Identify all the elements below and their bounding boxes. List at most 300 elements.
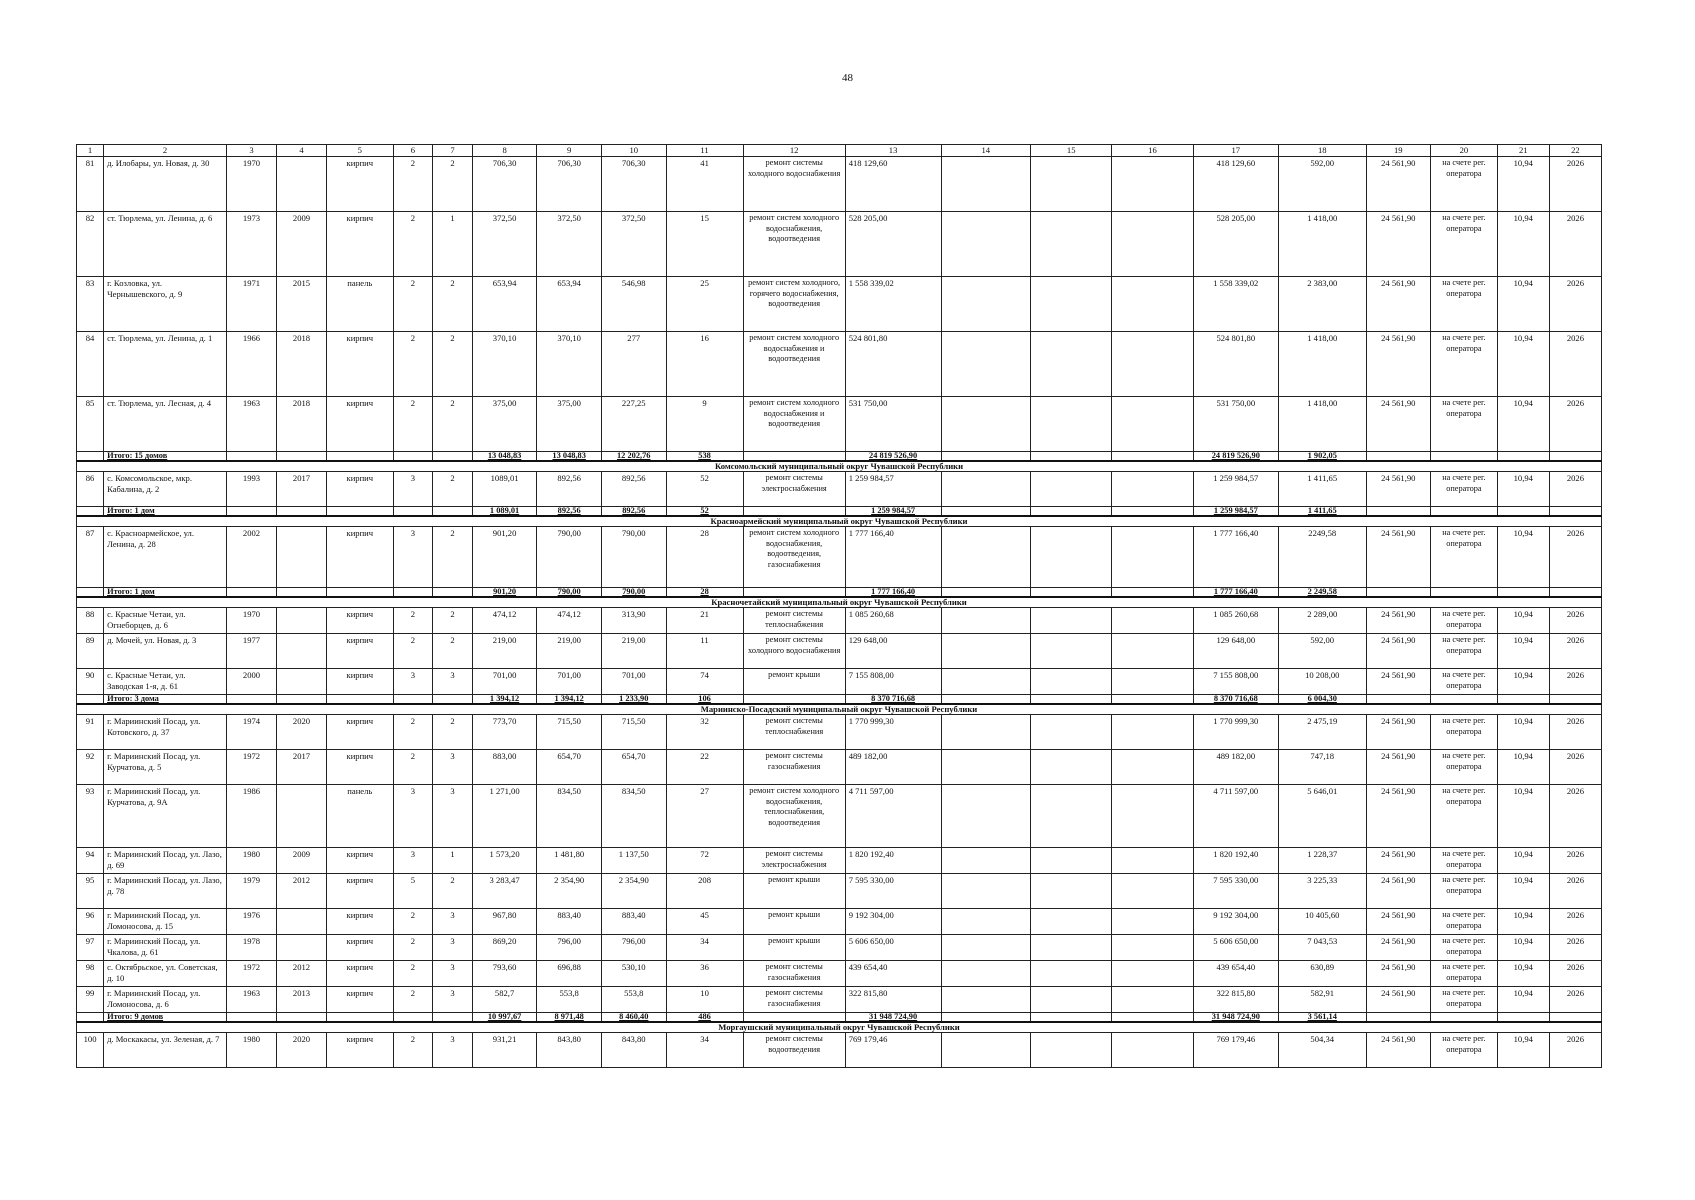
empty-cell (276, 507, 326, 517)
wall-material: кирпич (326, 527, 393, 588)
repair-works: ремонт систем холодного водоснабжения и водоотведения (743, 397, 845, 452)
empty-cell (276, 1013, 326, 1023)
subtotal-repair-cost: 31 948 724,90 (845, 1013, 941, 1023)
contribution-rate: 10,94 (1497, 332, 1549, 397)
address: с. Красные Четаи, ул. Огнеборцев, д. 6 (104, 608, 227, 634)
planned-year: 2026 (1549, 935, 1601, 961)
district-title: Красноармейский муниципальный округ Чувашской Республики (77, 516, 1602, 526)
year-built: 1973 (226, 212, 276, 277)
owner-funds: 1 770 999,30 (1193, 715, 1278, 750)
repair-cost: 1 558 339,02 (845, 277, 941, 332)
floors: 2 (393, 608, 433, 634)
repair-cost: 418 129,60 (845, 157, 941, 212)
subtotal-owned-area: 8 460,40 (601, 1013, 666, 1023)
residents: 11 (666, 634, 743, 669)
empty-cell (1497, 588, 1549, 598)
total-area: 375,00 (472, 397, 537, 452)
repair-cost: 528 205,00 (845, 212, 941, 277)
subtotal-owned-area: 790,00 (601, 588, 666, 598)
cell-16 (1112, 961, 1193, 987)
column-number-14: 14 (941, 145, 1031, 157)
subtotal-unit-cost: 6 004,30 (1279, 695, 1367, 705)
row-number (77, 452, 104, 462)
total-area: 931,21 (472, 1033, 537, 1068)
column-number-row (77, 145, 1602, 157)
empty-cell (743, 588, 845, 598)
year-last-repair: 2009 (276, 212, 326, 277)
contribution-rate: 10,94 (1497, 785, 1549, 848)
row-number: 86 (77, 472, 104, 507)
subtotal-repair-cost: 24 819 526,90 (845, 452, 941, 462)
empty-cell (276, 588, 326, 598)
subtotal-row (77, 452, 1602, 462)
year-last-repair (276, 785, 326, 848)
total-area: 773,70 (472, 715, 537, 750)
cell-14 (941, 961, 1031, 987)
floors: 2 (393, 961, 433, 987)
max-unit-cost: 24 561,90 (1366, 750, 1431, 785)
repair-cost: 129 648,00 (845, 634, 941, 669)
owned-area: 883,40 (601, 909, 666, 935)
year-last-repair (276, 157, 326, 212)
floors: 3 (393, 785, 433, 848)
subtotal-residential-area: 1 394,12 (537, 695, 602, 705)
empty-cell (226, 507, 276, 517)
owner-funds: 531 750,00 (1193, 397, 1278, 452)
total-area: 901,20 (472, 527, 537, 588)
cell-16 (1112, 750, 1193, 785)
subtotal-row (77, 507, 1602, 517)
planned-year: 2026 (1549, 848, 1601, 874)
residential-area: 553,8 (537, 987, 602, 1013)
owned-area: 530,10 (601, 961, 666, 987)
cell-16 (1112, 277, 1193, 332)
year-last-repair (276, 634, 326, 669)
empty-cell (326, 588, 393, 598)
cell-14 (941, 608, 1031, 634)
address: с. Красноармейское, ул. Ленина, д. 28 (104, 527, 227, 588)
year-built: 1986 (226, 785, 276, 848)
row-number (77, 588, 104, 598)
residents: 27 (666, 785, 743, 848)
owner-funds: 5 606 650,00 (1193, 935, 1278, 961)
cell-14 (941, 472, 1031, 507)
year-built: 1980 (226, 848, 276, 874)
residents: 208 (666, 874, 743, 909)
residents: 72 (666, 848, 743, 874)
column-number-7: 7 (433, 145, 473, 157)
owned-area: 1 137,50 (601, 848, 666, 874)
residents: 10 (666, 987, 743, 1013)
cell-15 (1031, 848, 1112, 874)
year-built: 1993 (226, 472, 276, 507)
row-number (77, 507, 104, 517)
year-last-repair: 2012 (276, 874, 326, 909)
empty-cell (743, 507, 845, 517)
year-built: 1963 (226, 397, 276, 452)
subtotal-total-area: 1 089,01 (472, 507, 537, 517)
cell-16 (1112, 874, 1193, 909)
empty-cell (743, 452, 845, 462)
subtotal-total-area: 10 997,67 (472, 1013, 537, 1023)
contribution-rate: 10,94 (1497, 397, 1549, 452)
wall-material: кирпич (326, 669, 393, 695)
repair-cost: 531 750,00 (845, 397, 941, 452)
address: д. Москакасы, ул. Зеленая, д. 7 (104, 1033, 227, 1068)
address: д. Мочей, ул. Новая, д. 3 (104, 634, 227, 669)
owned-area: 372,50 (601, 212, 666, 277)
max-unit-cost: 24 561,90 (1366, 472, 1431, 507)
cell-14 (941, 527, 1031, 588)
owner-funds: 7 155 808,00 (1193, 669, 1278, 695)
repair-works: ремонт системы водоотведения (743, 1033, 845, 1068)
subtotal-label: Итого: 1 дом (104, 588, 227, 598)
year-built: 1979 (226, 874, 276, 909)
floors: 2 (393, 332, 433, 397)
max-unit-cost: 24 561,90 (1366, 1033, 1431, 1068)
column-number-9: 9 (537, 145, 602, 157)
total-area: 474,12 (472, 608, 537, 634)
floors: 2 (393, 277, 433, 332)
cell-14 (941, 785, 1031, 848)
row-number: 94 (77, 848, 104, 874)
repair-cost: 1 777 166,40 (845, 527, 941, 588)
floors: 2 (393, 397, 433, 452)
cell-16 (1112, 608, 1193, 634)
residential-area: 375,00 (537, 397, 602, 452)
wall-material: кирпич (326, 472, 393, 507)
column-number-12: 12 (743, 145, 845, 157)
owned-area: 790,00 (601, 527, 666, 588)
entrances: 2 (433, 397, 473, 452)
planned-year: 2026 (1549, 212, 1601, 277)
cell-15 (1031, 212, 1112, 277)
row-number: 87 (77, 527, 104, 588)
empty-cell (326, 507, 393, 517)
owner-funds: 1 558 339,02 (1193, 277, 1278, 332)
cell-14 (941, 987, 1031, 1013)
owner-funds: 418 129,60 (1193, 157, 1278, 212)
repair-works: ремонт систем холодного водоснабжения и водоотведения (743, 332, 845, 397)
repair-works: ремонт системы теплоснабжения (743, 608, 845, 634)
cell-14 (941, 935, 1031, 961)
cell-14 (941, 848, 1031, 874)
repair-works: ремонт системы холодного водоснабжения (743, 157, 845, 212)
funding-method: на счете рег. оператора (1431, 987, 1498, 1013)
planned-year: 2026 (1549, 715, 1601, 750)
column-number-5: 5 (326, 145, 393, 157)
wall-material: кирпич (326, 715, 393, 750)
owner-funds: 1 777 166,40 (1193, 527, 1278, 588)
total-area: 1 271,00 (472, 785, 537, 848)
cell-15 (1031, 750, 1112, 785)
contribution-rate: 10,94 (1497, 909, 1549, 935)
entrances: 1 (433, 212, 473, 277)
cell-15 (1031, 874, 1112, 909)
wall-material: кирпич (326, 1033, 393, 1068)
floors: 2 (393, 1033, 433, 1068)
owned-area: 219,00 (601, 634, 666, 669)
address: ст. Тюрлема, ул. Ленина, д. 6 (104, 212, 227, 277)
column-number-3: 3 (226, 145, 276, 157)
cell-14 (941, 909, 1031, 935)
district-title: Комсомольский муниципальный округ Чувашской Республики (77, 461, 1602, 471)
cell-14 (941, 750, 1031, 785)
empty-cell (1366, 588, 1431, 598)
table-row (77, 634, 1602, 669)
subtotal-residents: 106 (666, 695, 743, 705)
cell-16 (1112, 527, 1193, 588)
repair-works: ремонт системы газоснабжения (743, 961, 845, 987)
total-area: 582,7 (472, 987, 537, 1013)
floors: 2 (393, 157, 433, 212)
entrances: 3 (433, 935, 473, 961)
repair-cost: 322 815,80 (845, 987, 941, 1013)
contribution-rate: 10,94 (1497, 987, 1549, 1013)
empty-cell (743, 695, 845, 705)
max-unit-cost: 24 561,90 (1366, 397, 1431, 452)
max-unit-cost: 24 561,90 (1366, 848, 1431, 874)
entrances: 3 (433, 750, 473, 785)
cell-16 (1112, 634, 1193, 669)
planned-year: 2026 (1549, 785, 1601, 848)
housing-register-sheet (76, 144, 1602, 1068)
entrances: 2 (433, 332, 473, 397)
column-number-13: 13 (845, 145, 941, 157)
max-unit-cost: 24 561,90 (1366, 987, 1431, 1013)
total-area: 653,94 (472, 277, 537, 332)
funding-method: на счете рег. оператора (1431, 608, 1498, 634)
owner-funds: 1 259 984,57 (1193, 472, 1278, 507)
owner-funds: 1 820 192,40 (1193, 848, 1278, 874)
cell-16 (1112, 332, 1193, 397)
cell-15 (1031, 1033, 1112, 1068)
repair-works: ремонт крыши (743, 935, 845, 961)
funding-method: на счете рег. оператора (1431, 961, 1498, 987)
planned-year: 2026 (1549, 961, 1601, 987)
column-number-20: 20 (1431, 145, 1498, 157)
subtotal-label: Итого: 9 домов (104, 1013, 227, 1023)
subtotal-repair-cost: 1 259 984,57 (845, 507, 941, 517)
max-unit-cost: 24 561,90 (1366, 669, 1431, 695)
empty-cell (393, 588, 433, 598)
residents: 15 (666, 212, 743, 277)
subtotal-residents: 538 (666, 452, 743, 462)
empty-cell (226, 1013, 276, 1023)
contribution-rate: 10,94 (1497, 472, 1549, 507)
empty-cell (326, 452, 393, 462)
address: г. Мариинский Посад, ул. Лазо, д. 69 (104, 848, 227, 874)
cell-15 (1031, 472, 1112, 507)
floors: 3 (393, 848, 433, 874)
column-number-17: 17 (1193, 145, 1278, 157)
cell-15 (1031, 785, 1112, 848)
empty-cell (1366, 1013, 1431, 1023)
year-built: 1974 (226, 715, 276, 750)
unit-cost: 2 383,00 (1279, 277, 1367, 332)
row-number: 95 (77, 874, 104, 909)
repair-cost: 7 155 808,00 (845, 669, 941, 695)
unit-cost: 1 418,00 (1279, 332, 1367, 397)
residents: 28 (666, 527, 743, 588)
owned-area: 277 (601, 332, 666, 397)
table-row (77, 157, 1602, 212)
cell-16 (1112, 669, 1193, 695)
entrances: 2 (433, 874, 473, 909)
table-row (77, 935, 1602, 961)
wall-material: панель (326, 785, 393, 848)
funding-method: на счете рег. оператора (1431, 332, 1498, 397)
cell-16 (1112, 715, 1193, 750)
wall-material: кирпич (326, 848, 393, 874)
wall-material: кирпич (326, 397, 393, 452)
cell-15 (1031, 634, 1112, 669)
empty-cell (1497, 1013, 1549, 1023)
row-number: 88 (77, 608, 104, 634)
funding-method: на счете рег. оператора (1431, 1033, 1498, 1068)
cell-15 (1031, 909, 1112, 935)
entrances: 2 (433, 277, 473, 332)
repair-works: ремонт системы теплоснабжения (743, 715, 845, 750)
max-unit-cost: 24 561,90 (1366, 157, 1431, 212)
year-last-repair: 2020 (276, 1033, 326, 1068)
unit-cost: 592,00 (1279, 157, 1367, 212)
unit-cost: 10 208,00 (1279, 669, 1367, 695)
empty-cell (1112, 1013, 1193, 1023)
funding-method: на счете рег. оператора (1431, 527, 1498, 588)
residential-area: 843,80 (537, 1033, 602, 1068)
planned-year: 2026 (1549, 750, 1601, 785)
entrances: 3 (433, 785, 473, 848)
owned-area: 553,8 (601, 987, 666, 1013)
repair-cost: 489 182,00 (845, 750, 941, 785)
owner-funds: 769 179,46 (1193, 1033, 1278, 1068)
empty-cell (1431, 1013, 1498, 1023)
subtotal-label: Итого: 1 дом (104, 507, 227, 517)
planned-year: 2026 (1549, 277, 1601, 332)
address: г. Мариинский Посад, ул. Чкалова, д. 61 (104, 935, 227, 961)
subtotal-owner-funds: 24 819 526,90 (1193, 452, 1278, 462)
column-number-4: 4 (276, 145, 326, 157)
entrances: 2 (433, 608, 473, 634)
unit-cost: 2 289,00 (1279, 608, 1367, 634)
table-row (77, 397, 1602, 452)
residents: 52 (666, 472, 743, 507)
address: с. Красные Четаи, ул. Заводская 1-я, д. 61 (104, 669, 227, 695)
repair-cost: 5 606 650,00 (845, 935, 941, 961)
entrances: 2 (433, 157, 473, 212)
contribution-rate: 10,94 (1497, 874, 1549, 909)
residents: 34 (666, 1033, 743, 1068)
empty-cell (1549, 507, 1601, 517)
funding-method: на счете рег. оператора (1431, 874, 1498, 909)
repair-works: ремонт системы газоснабжения (743, 987, 845, 1013)
cell-16 (1112, 909, 1193, 935)
empty-cell (433, 452, 473, 462)
residents: 74 (666, 669, 743, 695)
residential-area: 2 354,90 (537, 874, 602, 909)
repair-cost: 1 259 984,57 (845, 472, 941, 507)
max-unit-cost: 24 561,90 (1366, 909, 1431, 935)
contribution-rate: 10,94 (1497, 961, 1549, 987)
year-last-repair: 2017 (276, 750, 326, 785)
contribution-rate: 10,94 (1497, 277, 1549, 332)
subtotal-owned-area: 1 233,90 (601, 695, 666, 705)
repair-cost: 9 192 304,00 (845, 909, 941, 935)
subtotal-label: Итого: 15 домов (104, 452, 227, 462)
wall-material: кирпич (326, 332, 393, 397)
contribution-rate: 10,94 (1497, 157, 1549, 212)
row-number: 93 (77, 785, 104, 848)
cell-14 (941, 277, 1031, 332)
year-last-repair: 2009 (276, 848, 326, 874)
column-number-8: 8 (472, 145, 537, 157)
repair-works: ремонт систем холодного, горячего водоснабжения, водоотведения (743, 277, 845, 332)
cell-16 (1112, 397, 1193, 452)
entrances: 3 (433, 669, 473, 695)
unit-cost: 7 043,53 (1279, 935, 1367, 961)
table-row (77, 608, 1602, 634)
table-row (77, 715, 1602, 750)
funding-method: на счете рег. оператора (1431, 472, 1498, 507)
empty-cell (326, 695, 393, 705)
entrances: 2 (433, 634, 473, 669)
max-unit-cost: 24 561,90 (1366, 332, 1431, 397)
empty-cell (1497, 695, 1549, 705)
table-row (77, 909, 1602, 935)
empty-cell (1549, 695, 1601, 705)
column-number-16: 16 (1112, 145, 1193, 157)
owner-funds: 129 648,00 (1193, 634, 1278, 669)
funding-method: на счете рег. оператора (1431, 935, 1498, 961)
owned-area: 706,30 (601, 157, 666, 212)
residents: 21 (666, 608, 743, 634)
address: г. Мариинский Посад, ул. Лазо, д. 78 (104, 874, 227, 909)
floors: 3 (393, 527, 433, 588)
residents: 16 (666, 332, 743, 397)
unit-cost: 2 475,19 (1279, 715, 1367, 750)
owned-area: 2 354,90 (601, 874, 666, 909)
total-area: 1 573,20 (472, 848, 537, 874)
address: г. Мариинский Посад, ул. Котовского, д. 37 (104, 715, 227, 750)
district-heading (77, 1022, 1602, 1032)
residential-area: 474,12 (537, 608, 602, 634)
unit-cost: 1 228,37 (1279, 848, 1367, 874)
owner-funds: 9 192 304,00 (1193, 909, 1278, 935)
empty-cell (743, 1013, 845, 1023)
max-unit-cost: 24 561,90 (1366, 785, 1431, 848)
contribution-rate: 10,94 (1497, 715, 1549, 750)
repair-cost: 4 711 597,00 (845, 785, 941, 848)
address: г. Мариинский Посад, ул. Курчатова, д. 5 (104, 750, 227, 785)
empty-cell (1112, 695, 1193, 705)
empty-cell (1431, 588, 1498, 598)
floors: 3 (393, 669, 433, 695)
address: г. Мариинский Посад, ул. Ломоносова, д. 6 (104, 987, 227, 1013)
subtotal-owner-funds: 1 259 984,57 (1193, 507, 1278, 517)
table-row (77, 987, 1602, 1013)
year-built: 1963 (226, 987, 276, 1013)
entrances: 2 (433, 715, 473, 750)
subtotal-total-area: 13 048,83 (472, 452, 537, 462)
address: ст. Тюрлема, ул. Лесная, д. 4 (104, 397, 227, 452)
column-number-19: 19 (1366, 145, 1431, 157)
owned-area: 843,80 (601, 1033, 666, 1068)
total-area: 219,00 (472, 634, 537, 669)
year-built: 2002 (226, 527, 276, 588)
cell-16 (1112, 935, 1193, 961)
residential-area: 715,50 (537, 715, 602, 750)
